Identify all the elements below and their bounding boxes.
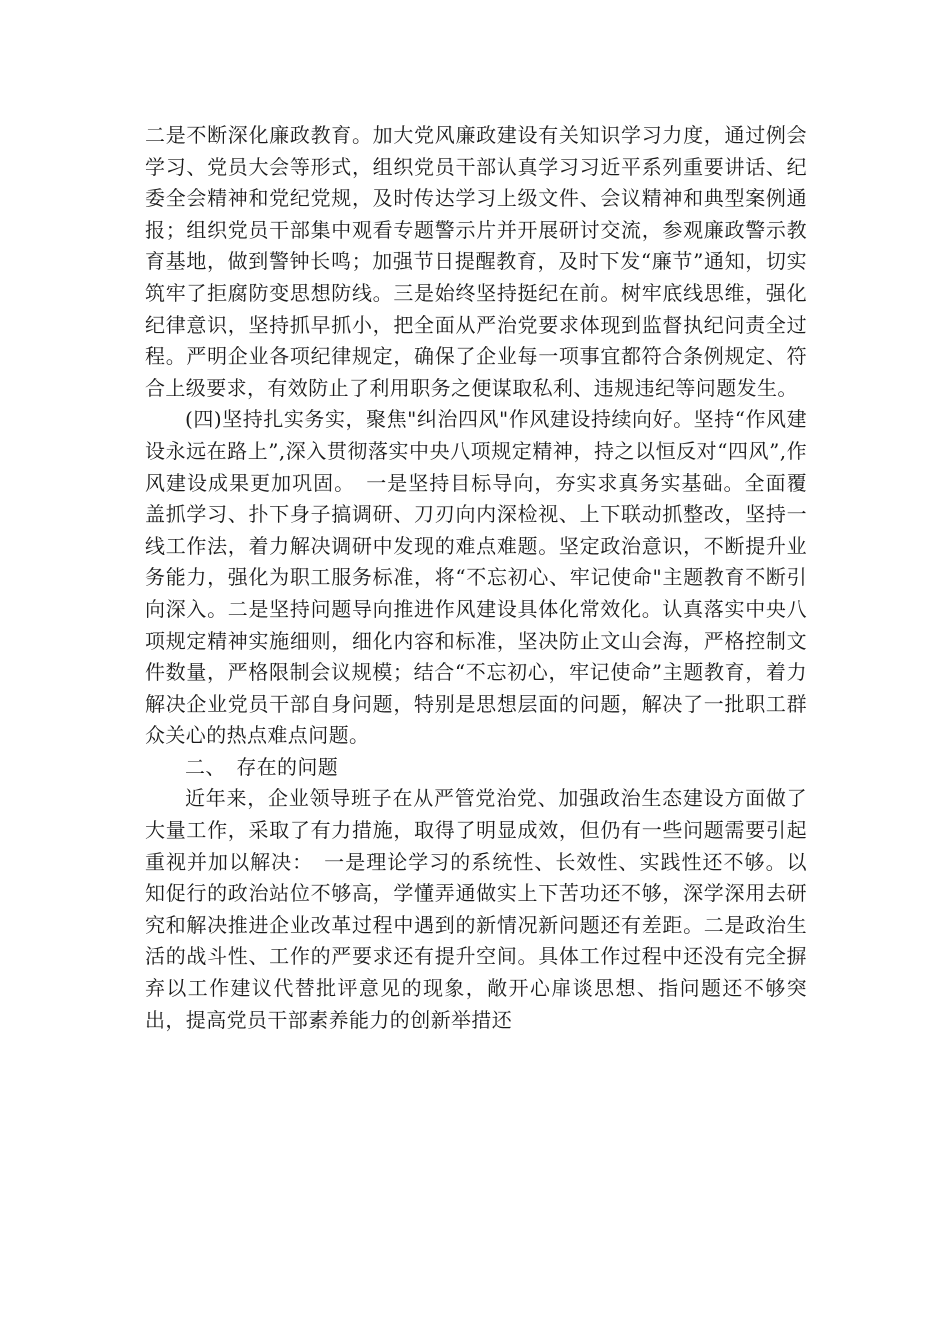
paragraph-existing-problems: 近年来，企业领导班子在从严管党治党、加强政治生态建设方面做了大量工作，采取了有力措施，取得了明显成效，但仍有一些问题需要引起重视并加以解决： 一是理论学习的系统性、长效性、实践性还不够。以知促行的政治站位不够高，学懂弄通做实上下苦功还不够，深学深用去研究和解决推进企业改革过程中遇到的新情况新问题还有差距。二是政治生活的战斗性、工作的严要求还有提升空间。具体工作过程中还没有完全摒弃以工作建议代替批评意见的现象，敞开心扉谈思想、指问题还不够突出，提高党员干部素养能力的创新举措还 [145, 786, 807, 1032]
section-heading-existing-problems: 二、 存在的问题 [185, 754, 339, 779]
document-body [145, 120, 807, 1036]
paragraph-discipline-education: 二是不断深化廉政教育。加大党风廉政建设有关知识学习力度，通过例会学习、党员大会等形式，组织党员干部认真学习习近平系列重要讲话、纪委全会精神和党纪党规，及时传达学习上级文件、会议精神和典型案例通报；组织党员干部集中观看专题警示片并开展研讨交流，参观廉政警示教育基地，做到警钟长鸣；加强节日提醒教育，及时下发“廉节”通知，切实筑牢了拒腐防变思想防线。三是始终坚持挺纪在前。树牢底线思维，强化纪律意识，坚持抓早抓小，把全面从严治党要求体现到监督执纪问责全过程。严明企业各项纪律规定，确保了企业每一项事宜都符合条例规定、符合上级要求，有效防止了利用职务之便谋取私利、违规违纪等问题发生。 [145, 123, 807, 400]
paragraph-work-style: (四)坚持扎实务实，聚焦"纠治四风"作风建设持续向好。坚持“作风建设永远在路上”,深入贯彻落实中央八项规定精神，持之以恒反对“四风”,作风建设成果更加巩固。 一是坚持目标导向，夯实求真务实基础。全面覆盖抓学习、扑下身子搞调研、刀刃向内深检视、上下联动抓整改，坚持一线工作法，着力解决调研中发现的难点难题。坚定政治意识，不断提升业务能力，强化为职工服务标准，将“不忘初心、牢记使命"主题教育不断引向深入。二是坚持问题导向推进作风建设具体化常效化。认真落实中央八项规定精神实施细则，细化内容和标准，坚决防止文山会海，严格控制文件数量，严格限制会议规模；结合“不忘初心，牢记使命”主题教育，着力解决企业党员干部自身问题，特别是思想层面的问题，解决了一批职工群众关心的热点难点问题。 [145, 407, 807, 748]
